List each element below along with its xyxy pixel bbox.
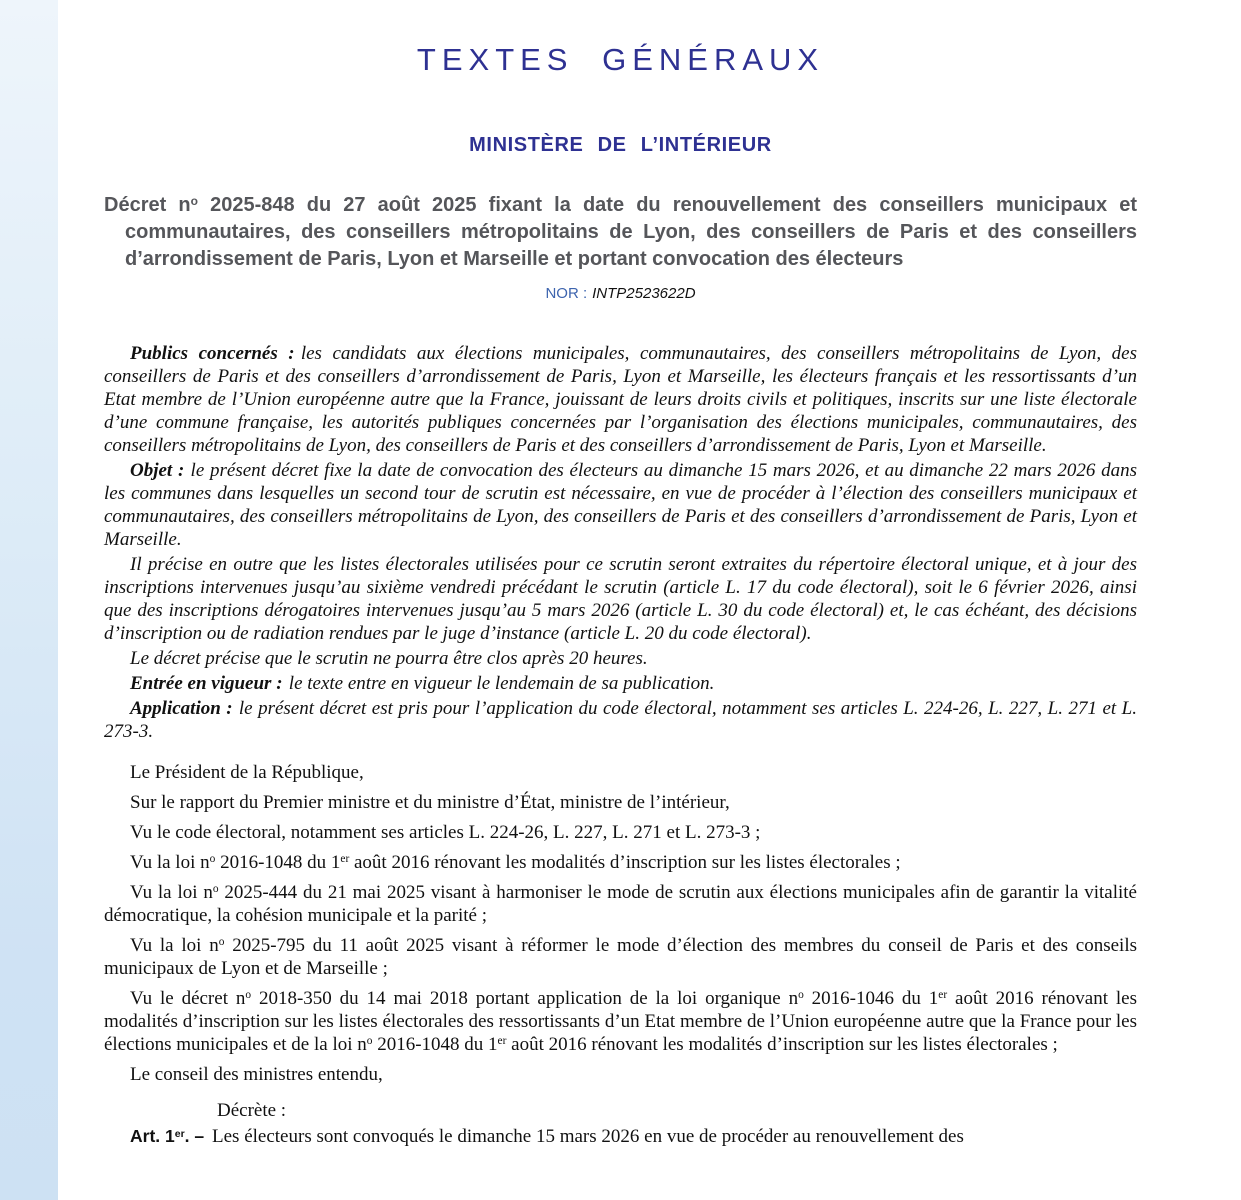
notice-publics-concernes [104,342,1137,457]
notice-objet [104,459,1137,551]
notice-label: Objet : [130,460,185,481]
nor-label: NOR : [545,285,588,302]
nor-value: INTP2523622D [592,285,696,302]
notice-text: les candidats aux élections municipales, communautaires, des conseillers métropolitains de Lyon, des conseillers de Paris et des conseillers d’arrondissement de Paris, Lyon et Marseille, les électeurs français et les ressortissants d’un Etat membre de l’Union européenne autre que la France, jouissant de leurs droits civils et politiques, inscrits sur une liste électorale d’une commune française, les autorités publiques concernées par l’organisation des élections municipales, communautaires, des conseillers métropolitains de Lyon, des conseillers de Paris et des conseillers d’arrondissement de Paris, Lyon et Marseille. [104,343,1137,456]
notice-precisions [104,553,1137,645]
visa-decret-2018-350: Vu le décret $n^o$ 2018-350 du 14 mai 2018 portant application de la loi organique $n^o$ 2016-1046 du 1er août 2016 rénovant les modalités d’inscription sur les listes électorales des ressortissants d’un Etat membre de l’Union européenne autre que la France pour les élections municipales et de la loi $n^o$ 2016-1048 du 1er août 2016 rénovant les modalités d’inscription sur les listes électorales ; [104,988,1137,1055]
left-blue-gradient-strip [0,0,58,1200]
notice-text: le présent décret est pris pour l’application du code électoral, notamment ses articles L. 224-26, L. 227, L. 271 et L. 273-3. [104,698,1137,742]
visa-rapport: Sur le rapport du Premier ministre et du ministre d’État, ministre de l’intérieur, [130,792,730,813]
visa-president: Le Président de la République, [130,762,364,783]
decree-title: Décret $n^o$ 2025-848 du 27 août 2025 fixant la date du renouvellement des conseillers municipaux et communautaires, des conseillers métropolitains de Lyon, des conseillers de Paris et des conseillers d’arrondissement de Paris, Lyon et Marseille et portant convocation des électeurs [104,194,1138,270]
notice-application [104,697,1137,743]
visa-loi-2016-1048: Vu la loi $n^o$ 2016-1048 du 1er août 2016 rénovant les modalités d’inscription sur les listes électorales ; [130,852,901,873]
decree-enacting-word: Décrète : [217,1100,287,1121]
visa-loi-2025-444: Vu la loi $n^o$ 2025-444 du 21 mai 2025 visant à harmoniser le mode de scrutin aux élections municipales afin de garantir la vitalité démocratique, la cohésion municipale et la parité ; [104,882,1137,926]
decree-body [104,342,1137,1148]
notice-label: Publics concernés : [130,343,295,364]
visa-conseil-ministres: Le conseil des ministres entendu, [130,1064,383,1085]
section-rubric: TEXTES GÉNÉRAUX [416,42,825,77]
article-1-text: Les électeurs sont convoqués le dimanche 15 mars 2026 en vue de procéder au renouvellement des [212,1126,964,1147]
notice-cloture-scrutin [104,647,1137,670]
notice-label: Application : [130,698,233,719]
nor-line [104,285,1137,303]
article-1 [104,1125,1137,1148]
ministry-heading: MINISTÈRE DE L’INTÉRIEUR [469,134,772,156]
document-content [104,0,1137,1148]
notice-text: Le décret précise que le scrutin ne pourra être clos après 20 heures. [130,648,648,669]
visa-loi-2025-795: Vu la loi $n^o$ 2025-795 du 11 août 2025 visant à réformer le mode d’élection des membres du conseil de Paris et des conseils municipaux de Lyon et de Marseille ; [104,935,1137,979]
notice-text: le présent décret fixe la date de convocation des électeurs au dimanche 15 mars 2026, et au dimanche 22 mars 2026 dans les communes dans lesquelles un second tour de scrutin est nécessaire, en vue de procéder à l’élection des conseillers municipaux et communautaires, des conseillers métropolitains de Lyon, des conseillers de Paris et des conseillers d’arrondissement de Paris, Lyon et Marseille. [104,460,1137,550]
visa-code-electoral: Vu le code électoral, notamment ses articles L. 224-26, L. 227, L. 271 et L. 273-3 ; [130,822,761,843]
article-1-label: Art. 1er. – [130,1126,205,1146]
notice-text: Il précise en outre que les listes électorales utilisées pour ce scrutin seront extraites du répertoire électoral unique, et à jour des inscriptions intervenues jusqu’au sixième vendredi précédant le scrutin (article L. 17 du code électoral), soit le 6 février 2026, ainsi que des inscriptions dérogatoires intervenues jusqu’au 5 mars 2026 (article L. 30 du code électoral) et, le cas échéant, des décisions d’inscription ou de radiation rendues par le juge d’instance (article L. 20 du code électoral). [104,554,1137,644]
notice-text: le texte entre en vigueur le lendemain de sa publication. [288,673,715,694]
notice-entree-en-vigueur [104,672,1137,695]
notice-label: Entrée en vigueur : [130,673,283,694]
